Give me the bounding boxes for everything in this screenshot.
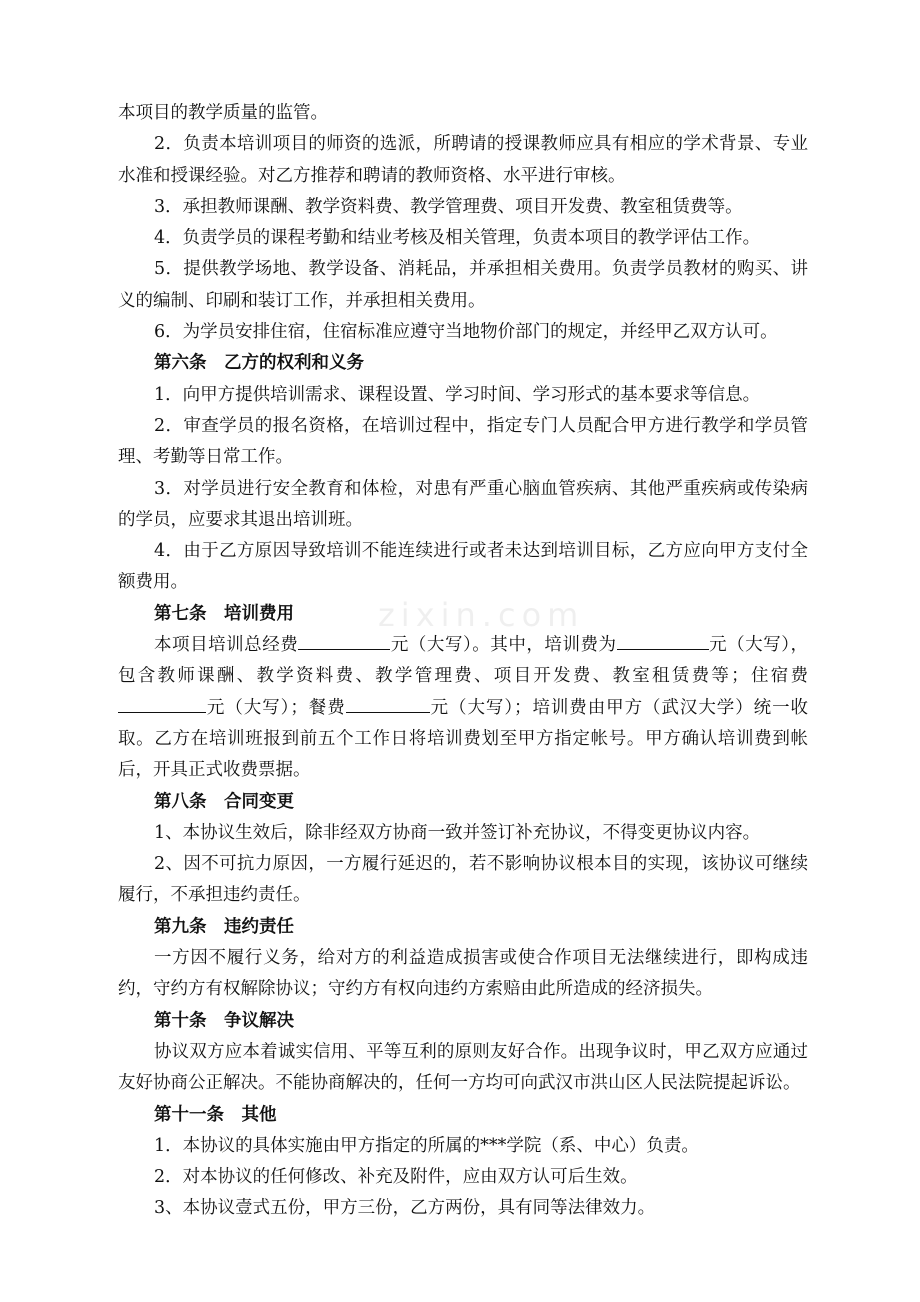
article6-heading: 第六条 乙方的权利和义务 bbox=[154, 353, 364, 374]
fee-text-3: 元（大写），包含教师课酬、教学资料费、教学管理费、项目开发费、教室租赁费等；住宿费 bbox=[118, 635, 809, 687]
article9-heading: 第九条 违约责任 bbox=[154, 916, 294, 937]
article11-item-2: 2．对本协议的任何修改、补充及附件，应由双方认可后生效。 bbox=[154, 1167, 638, 1188]
article6-item-4: 4．由于乙方原因导致培训不能连续进行或者未达到培训目标，乙方应向甲方支付全额费用。 bbox=[118, 541, 808, 593]
meal-fee-blank bbox=[346, 694, 430, 713]
fee-text-4: 元（大写）；餐费 bbox=[206, 697, 346, 718]
watermark: zixin.com bbox=[378, 596, 585, 634]
article6-item-2: 2．审查学员的报名资格，在培训过程中，指定专门人员配合甲方进行教学和学员管理、考勤等日常工作。 bbox=[118, 415, 808, 468]
article5-item-3: 3．承担教师课酬、教学资料费、教学管理费、项目开发费、教室租赁费等。 bbox=[154, 196, 743, 217]
document-body bbox=[118, 98, 808, 1225]
article11-heading: 第十一条 其他 bbox=[154, 1104, 277, 1125]
fee-text-2: 元（大写）。其中，培训费为 bbox=[390, 635, 617, 656]
article10-heading: 第十条 争议解决 bbox=[154, 1010, 294, 1031]
article6-item-1: 1．向甲方提供培训需求、课程设置、学习时间、学习形式的基本要求等信息。 bbox=[154, 384, 761, 405]
fee-text-1: 本项目培训总经费 bbox=[154, 635, 299, 656]
total-fee-blank bbox=[298, 631, 390, 650]
article10-text: 协议双方应本着诚实信用、平等互利的原则友好合作。出现争议时，甲乙双方应通过友好协商公正解决。不能协商解决的，任何一方均可向武汉市洪山区人民法院提起诉讼。 bbox=[118, 1041, 808, 1094]
article5-item-6: 6．为学员安排住宿，住宿标准应遵守当地物价部门的规定，并经甲乙双方认可。 bbox=[154, 322, 778, 343]
training-fee-blank bbox=[617, 631, 709, 650]
article6-item-3: 3．对学员进行安全教育和体检，对患有严重心脑血管疾病、其他严重疾病或传染病的学员，应要求其退出培训班。 bbox=[118, 478, 808, 530]
article7-fees bbox=[118, 630, 808, 786]
article8-item-2: 2、因不可抗力原因，一方履行延迟的，若不影响协议根本目的实现，该协议可继续履行，不承担违约责任。 bbox=[118, 854, 808, 906]
article9-text: 一方因不履行义务，给对方的利益造成损害或使合作项目无法继续进行，即构成违约，守约方有权解除协议；守约方有权向违约方索赔由此所造成的经济损失。 bbox=[118, 948, 808, 1000]
article5-item-4: 4．负责学员的课程考勤和结业考核及相关管理，负责本项目的教学评估工作。 bbox=[154, 228, 761, 249]
article7-heading: 第七条 培训费用 bbox=[154, 603, 294, 624]
article11-item-1: 1．本协议的具体实施由甲方指定的所属的***学院（系、中心）负责。 bbox=[154, 1135, 699, 1156]
article8-item-1: 1、本协议生效后，除非经双方协商一致并签订补充协议，不得变更协议内容。 bbox=[154, 822, 761, 843]
article11-item-3: 3、本协议壹式五份，甲方三份，乙方两份，具有同等法律效力。 bbox=[154, 1198, 656, 1219]
article8-heading: 第八条 合同变更 bbox=[154, 791, 294, 812]
fee-text-5: 元（大写）；培训费由甲方（武汉大学）统一收取。乙方在培训班报到前五个工作日将培训费划至甲方指定帐号。甲方确认培训费到帐后，开具正式收费票据。 bbox=[118, 697, 809, 781]
paragraph-continuation: 本项目的教学质量的监管。 bbox=[118, 103, 328, 123]
article5-item-2: 2．负责本培训项目的师资的选派，所聘请的授课教师应具有相应的学术背景、专业水准和授课经验。对乙方推荐和聘请的教师资格、水平进行审核。 bbox=[118, 134, 808, 186]
article5-item-5: 5．提供教学场地、教学设备、消耗品，并承担相关费用。负责学员教材的购买、讲义的编制、印刷和装订工作，并承担相关费用。 bbox=[118, 259, 808, 311]
lodging-fee-blank bbox=[118, 694, 206, 713]
